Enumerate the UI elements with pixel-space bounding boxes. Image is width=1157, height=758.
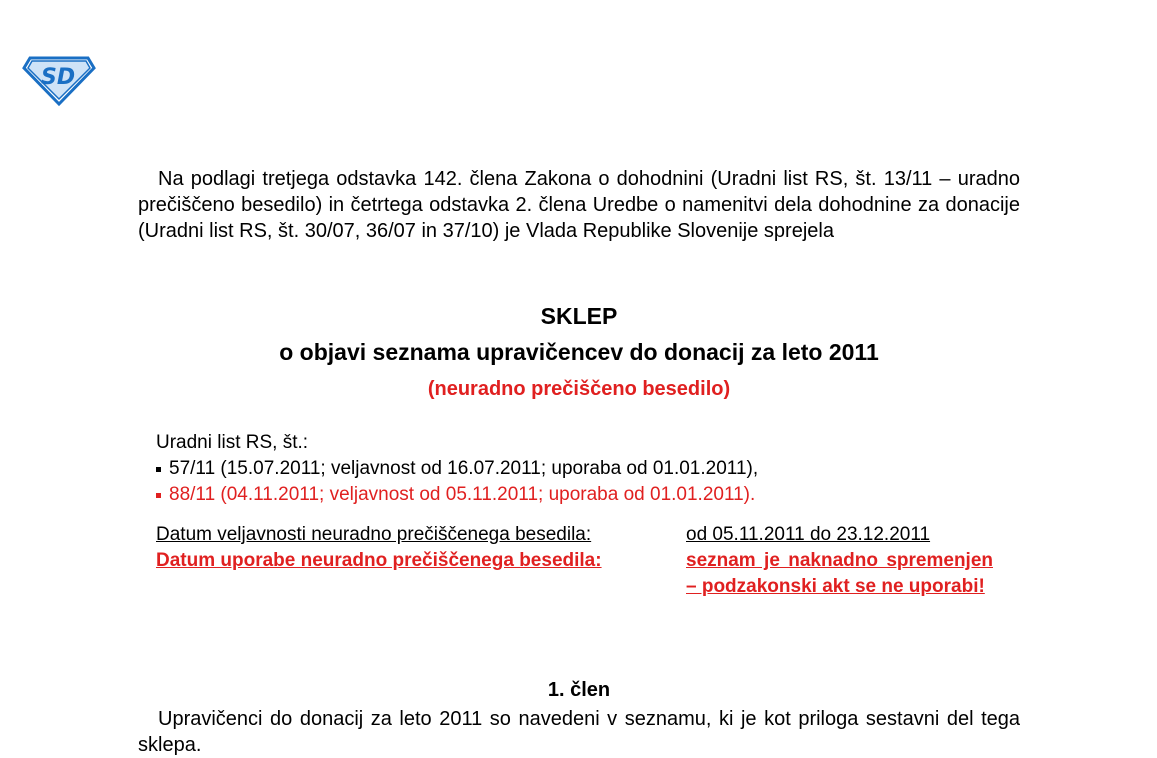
gazette-item-current [156,482,1016,508]
document-status-note: (neuradno prečiščeno besedilo) [427,378,731,400]
usage-row [156,548,993,600]
bullet-icon [156,493,161,498]
document-title: SKLEP [540,303,618,329]
usage-label: Datum uporabe neuradno prečiščenega besedila: [156,550,602,571]
sd-logo [22,50,96,106]
gazette-list [156,430,1016,508]
article-paragraph: Upravičenci do donacij za leto 2011 so navedeni v seznamu, ki je kot priloga sestavni del tega sklepa. [138,708,1020,756]
logo-text: SD [41,65,76,90]
usage-value: seznam je naknadno spremenjen – podzakonski akt se ne uporabi! [686,550,993,597]
validity-value: od 05.11.2011 do 23.12.2011 [686,524,931,545]
validity-table [156,522,993,600]
article-title: 1. člen [547,679,611,701]
gazette-item-text: 57/11 (15.07.2011; veljavnost od 16.07.2011; uporaba od 01.01.2011), [169,458,759,479]
bullet-icon [156,467,161,472]
intro-paragraph: Na podlagi tretjega odstavka 142. člena Zakona o dohodnini (Uradni list RS, št. 13/11 – uradno prečiščeno besedilo) in četrtega odstavka 2. člena Uredbe o namenitvi dela dohodnine za donacije (Uradni list RS, št. 30/07, 36/07 in 37/10) je Vlada Republike Slovenije sprejela [138,168,1020,242]
gazette-item [156,456,1016,482]
gazette-item-text: 88/11 (04.11.2011; veljavnost od 05.11.2011; uporaba od 01.01.2011). [169,484,756,505]
gazette-heading: Uradni list RS, št.: [156,432,309,453]
document-subtitle: o objavi seznama upravičencev do donacij za leto 2011 [279,339,879,365]
validity-label: Datum veljavnosti neuradno prečiščenega besedila: [156,524,592,545]
validity-row [156,522,993,548]
sd-shield-logo-icon [22,50,96,106]
